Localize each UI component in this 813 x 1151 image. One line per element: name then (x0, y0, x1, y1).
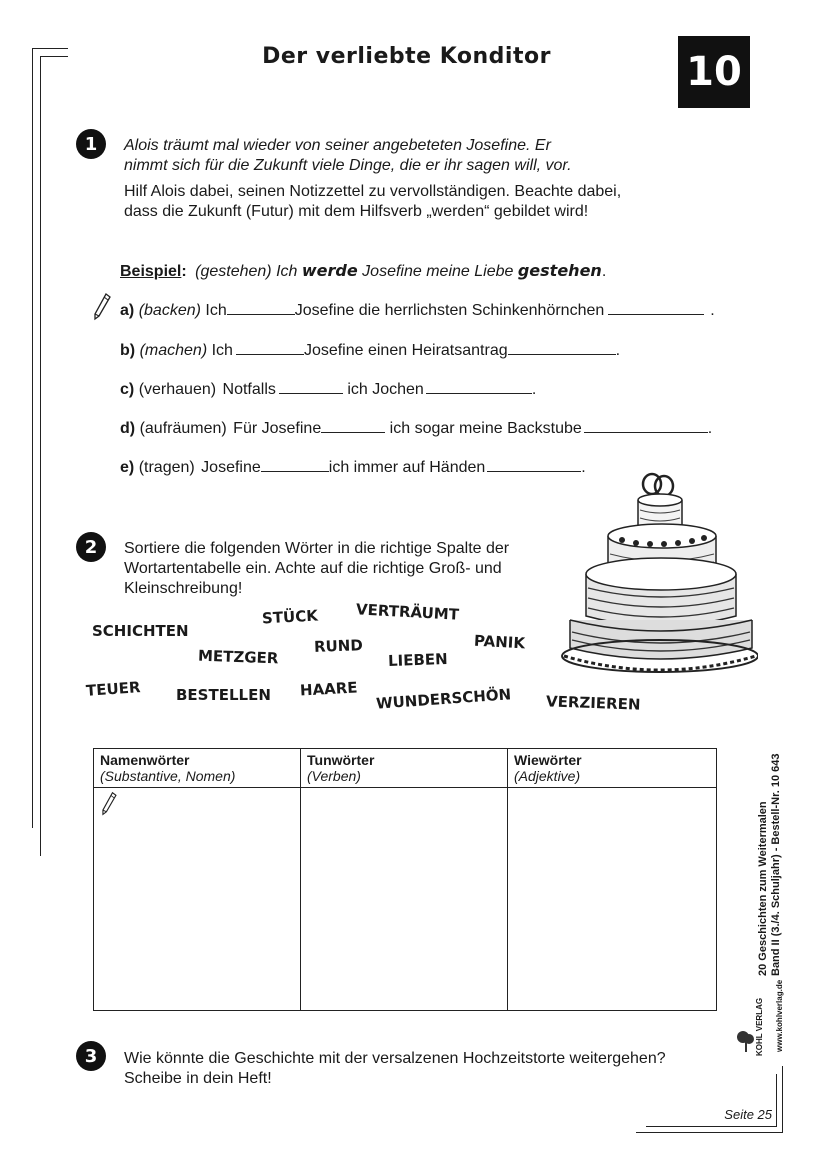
word-item: TEUER (85, 678, 142, 700)
word-item: VERTRÄUMT (355, 600, 460, 624)
example-line (120, 261, 606, 281)
item-b-blank-verb[interactable] (508, 340, 616, 355)
exercise-item-c (120, 379, 536, 399)
exercise-item-e (120, 457, 586, 477)
pencil-icon (92, 292, 112, 322)
item-a-hint: (backen) (138, 302, 201, 319)
word-item: BESTELLEN (176, 686, 271, 704)
item-c-hint: (verhauen) (138, 381, 217, 398)
item-e-blank-aux[interactable] (261, 457, 329, 472)
task-1-instr-line1: Hilf Alois dabei, seinen Notizzettel zu vervollständigen. Beachte dabei, (124, 183, 622, 200)
item-e-end: . (581, 459, 586, 476)
table-cell-wiewoerter[interactable] (508, 788, 717, 1011)
example-verb: gestehen (517, 261, 602, 280)
frame-bottom-inner (646, 1126, 777, 1127)
item-b-hint: (machen) (139, 342, 208, 359)
item-c-blank-verb[interactable] (426, 379, 532, 394)
page-number-badge: 10 (678, 36, 750, 108)
item-d-end: . (707, 420, 713, 437)
task-1-intro-line1: Alois träumt mal wieder von seiner angebeteten Josefine. Er (124, 137, 551, 154)
task-1-instr-line2: dass die Zukunft (Futur) mit dem Hilfsverb „werden“ gebildet wird! (124, 203, 589, 220)
task-2-instruction (124, 539, 564, 599)
item-c-blank-aux[interactable] (279, 379, 343, 394)
word-item: WUNDERSCHÖN (375, 685, 512, 713)
word-item: PANIK (473, 631, 526, 653)
example-p2: Josefine meine Liebe (362, 263, 514, 280)
example-hint: (gestehen) (195, 263, 272, 280)
frame-right-outer (782, 1066, 783, 1132)
word-type-table (93, 748, 717, 1011)
task-1-intro-line2: nimmt sich für die Zukunft viele Dinge, die er ihr sagen will, vor. (124, 157, 572, 174)
item-b-blank-aux[interactable] (236, 340, 304, 355)
table-header-subtitle: (Substantive, Nomen) (100, 768, 236, 784)
word-item: STÜCK (261, 606, 319, 628)
example-colon: : (181, 263, 187, 280)
item-d-text1: Für Josefine (233, 420, 322, 437)
page-title: Der verliebte Konditor (262, 44, 551, 69)
task-2-number: 2 (76, 532, 106, 562)
task-1-number: 1 (76, 129, 106, 159)
table-header-subtitle: (Adjektive) (514, 768, 581, 784)
exercise-item-b (120, 340, 620, 360)
item-c-text2: ich Jochen (347, 381, 424, 398)
item-c-letter: c) (120, 381, 135, 398)
item-c-text1: Notfalls (222, 381, 276, 398)
item-b-end: . (615, 342, 621, 359)
item-a-blank-verb[interactable] (608, 300, 704, 315)
item-a-blank-aux[interactable] (227, 300, 295, 315)
item-c-end: . (531, 381, 537, 398)
item-e-hint: (tragen) (138, 459, 195, 476)
wedding-cake-illustration (548, 470, 758, 680)
table-header-tunwoerter (301, 749, 508, 788)
frame-left-outer (32, 48, 33, 828)
frame-right-inner (776, 1074, 777, 1126)
word-item: RUND (313, 636, 364, 656)
task-1-instruction (124, 182, 684, 222)
task-3-instruction (124, 1049, 724, 1089)
item-a-text1: Ich (205, 302, 227, 319)
example-label: Beispiel (120, 263, 182, 280)
sidebar-line2: Band II (3./4. Schuljahr) - Bestell-Nr. 10 643 (770, 753, 782, 976)
page-number: Seite 25 (724, 1107, 772, 1122)
table-header-title: Namenwörter (100, 752, 190, 768)
sidebar-line1: 20 Geschichten zum Weitermalen (757, 801, 769, 976)
sidebar-book-info (757, 753, 783, 976)
item-b-letter: b) (120, 342, 136, 359)
task-2-line1: Sortiere die folgenden Wörter in die richtige Spalte der (124, 540, 510, 557)
frame-bottom-outer (636, 1132, 783, 1133)
frame-left-inner (40, 56, 41, 856)
item-b-text2: Josefine einen Heiratsantrag (303, 342, 508, 359)
publisher-tree-logo (735, 1030, 757, 1054)
example-aux: werde (301, 261, 358, 280)
item-e-text1: Josefine (201, 459, 261, 476)
item-d-blank-aux[interactable] (321, 418, 385, 433)
table-header-title: Tunwörter (307, 752, 375, 768)
pencil-icon (100, 791, 118, 817)
item-a-letter: a) (120, 302, 135, 319)
table-header-subtitle: (Verben) (307, 768, 361, 784)
sidebar-url (775, 980, 784, 1052)
table-header-title: Wiewörter (514, 752, 582, 768)
sidebar-publisher (755, 998, 764, 1056)
table-header-namenwoerter (94, 749, 301, 788)
item-d-hint: (aufräumen) (139, 420, 227, 437)
task-3-number: 3 (76, 1041, 106, 1071)
item-d-letter: d) (120, 420, 136, 437)
item-a-end: . (710, 302, 715, 319)
item-e-letter: e) (120, 459, 135, 476)
example-p1: Ich (276, 263, 298, 280)
example-end: . (601, 263, 607, 280)
exercise-item-a (120, 300, 715, 320)
task-1-intro (124, 136, 684, 176)
word-item: METZGER (197, 646, 279, 668)
publisher-url: www.kohlverlag.de (775, 979, 784, 1052)
exercise-item-d (120, 418, 712, 438)
table-cell-tunwoerter[interactable] (301, 788, 508, 1011)
table-header-wiewoerter (508, 749, 717, 788)
item-e-text2: ich immer auf Händen (328, 459, 486, 476)
word-item: HAARE (299, 678, 359, 700)
item-b-text1: Ich (211, 342, 233, 359)
word-item: VERZIEREN (545, 692, 641, 714)
table-cell-namenwoerter[interactable] (94, 788, 301, 1011)
word-item: LIEBEN (387, 649, 448, 671)
item-d-text2: ich sogar meine Backstube (389, 420, 582, 437)
task-3-line2: Scheibe in dein Heft! (124, 1070, 272, 1087)
publisher-name: KOHL VERLAG (755, 997, 764, 1056)
task-2-line2: Wortartentabelle ein. Achte auf die richtige Groß- und (124, 560, 502, 577)
task-2-line3: Kleinschreibung! (124, 580, 243, 597)
word-item: SCHICHTEN (92, 622, 189, 640)
item-d-blank-verb[interactable] (584, 418, 708, 433)
item-a-text2: Josefine die herrlichsten Schinkenhörnchen (294, 302, 605, 319)
task-3-line1: Wie könnte die Geschichte mit der versalzenen Hochzeitstorte weitergehen? (124, 1050, 666, 1067)
